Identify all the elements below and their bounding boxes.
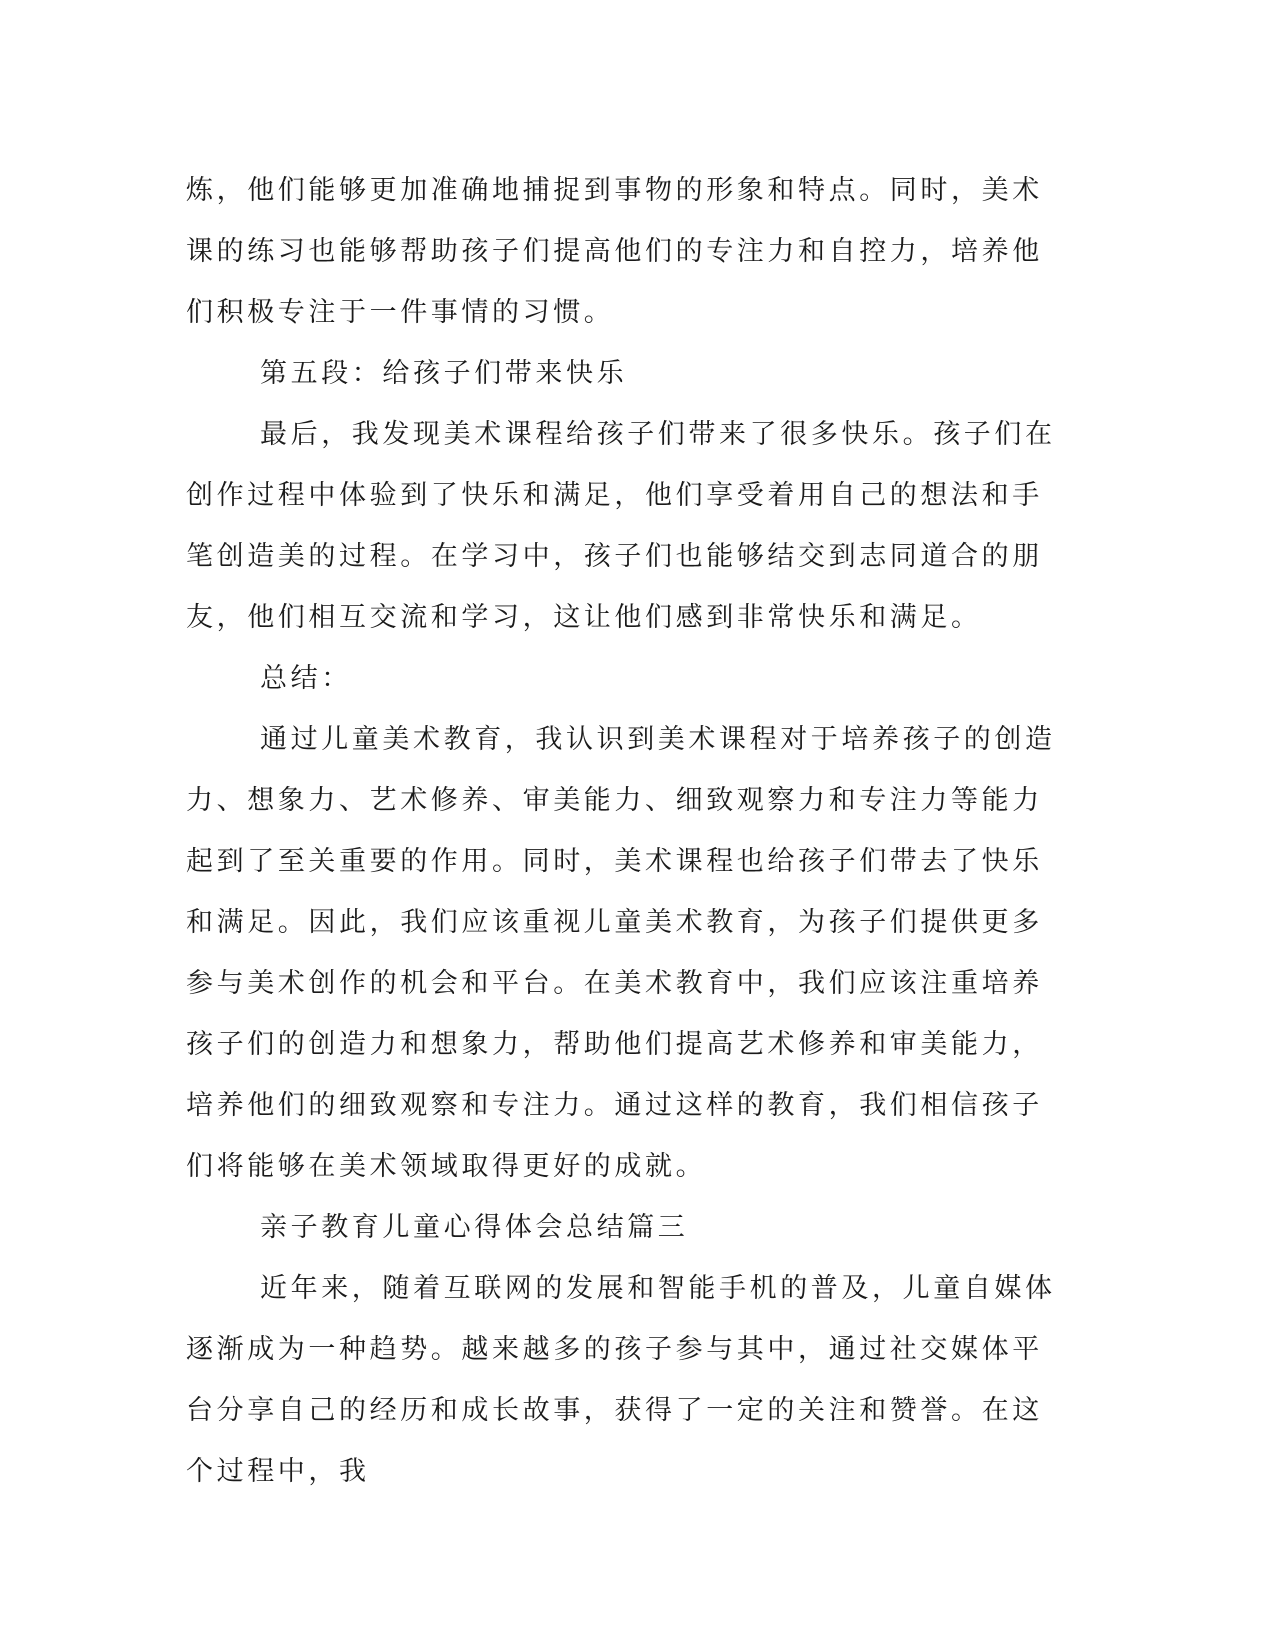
paragraph-continuation: 炼，他们能够更加准确地捕捉到事物的形象和特点。同时，美术课的练习也能够帮助孩子们提高他们的专注力和自控力，培养他们积极专注于一件事情的习惯。 [186, 175, 1043, 328]
section-heading-summary: 总结： [260, 663, 352, 694]
document-body [186, 160, 1066, 1502]
article-title-part-three: 亲子教育儿童心得体会总结篇三 [260, 1212, 689, 1243]
paragraph-intro: 近年来，随着互联网的发展和智能手机的普及，儿童自媒体逐渐成为一种趋势。越来越多的孩子参与其中，通过社交媒体平台分享自己的经历和成长故事，获得了一定的关注和赞誉。在这个过程中，我 [186, 1273, 1056, 1487]
paragraph-joy: 最后，我发现美术课程给孩子们带来了很多快乐。孩子们在创作过程中体验到了快乐和满足，他们享受着用自己的想法和手笔创造美的过程。在学习中，孩子们也能够结交到志同道合的朋友，他们相互交流和学习，这让他们感到非常快乐和满足。 [186, 419, 1056, 633]
section-heading-part-five: 第五段：给孩子们带来快乐 [260, 358, 628, 389]
paragraph-summary: 通过儿童美术教育，我认识到美术课程对于培养孩子的创造力、想象力、艺术修养、审美能力、细致观察力和专注力等能力起到了至关重要的作用。同时，美术课程也给孩子们带去了快乐和满足。因此，我们应该重视儿童美术教育，为孩子们提供更多参与美术创作的机会和平台。在美术教育中，我们应该注重培养孩子们的创造力和想象力，帮助他们提高艺术修养和审美能力，培养他们的细致观察和专注力。通过这样的教育，我们相信孩子们将能够在美术领域取得更好的成就。 [186, 724, 1056, 1182]
